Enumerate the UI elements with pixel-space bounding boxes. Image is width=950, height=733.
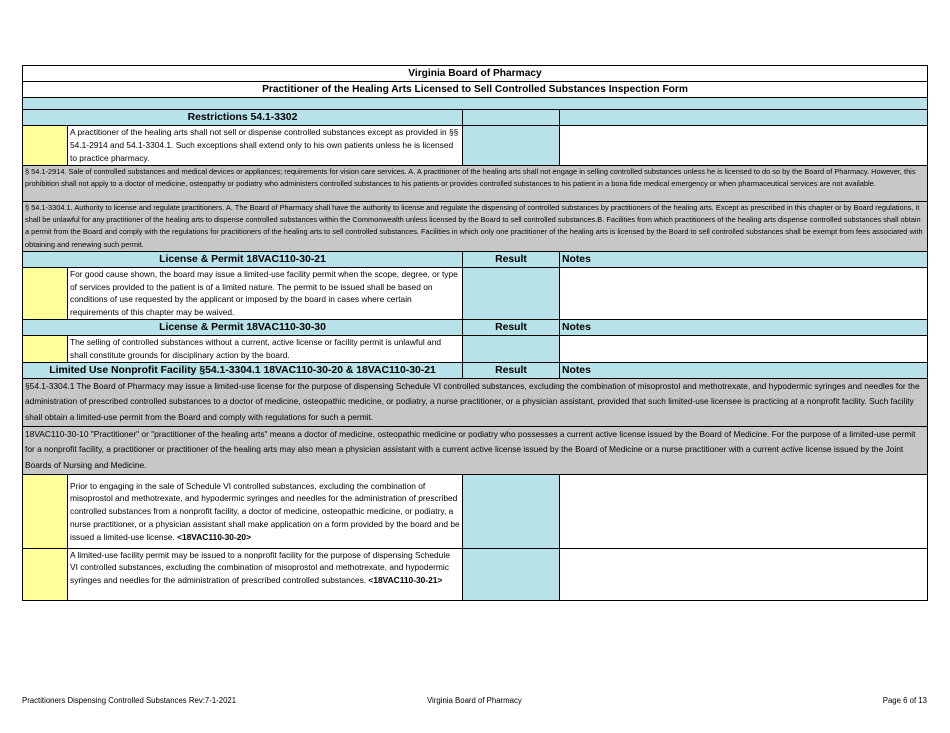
limited-use-heading: Limited Use Nonprofit Facility §54.1-3304.1 18VAC110-30-20 & 18VAC110-30-21	[23, 362, 463, 378]
limited-use-item1-check-cell[interactable]	[23, 474, 68, 548]
license-30-item-text: The selling of controlled substances without a current, active license or facility permit is unlawful and shall constitute grounds for disciplinary action by the board.	[68, 336, 463, 363]
limited-use-notes-label: Notes	[560, 362, 928, 378]
restrictions-item-text: A practitioner of the healing arts shall not sell or dispense controlled substances except as provided in §§ 54.1-2914 and 54.1-3304.1. Such exceptions shall extend only to his own patients unless he is licensed to practice pharmacy.	[68, 126, 463, 166]
license-30-check-cell[interactable]	[23, 336, 68, 363]
restrictions-notes-input[interactable]	[560, 126, 928, 166]
limited-use-note-b-row	[23, 426, 928, 474]
title-row	[23, 66, 928, 82]
spacer-band	[23, 98, 928, 110]
license-21-check-cell[interactable]	[23, 267, 68, 319]
license-30-result-input[interactable]	[463, 336, 560, 363]
limited-use-note-a-row	[23, 378, 928, 426]
limited-use-item1-text: Prior to engaging in the sale of Schedule VI controlled substances, excluding the combination of misoprostol and methotrexate, and hypodermic syringes and needles for the administration of prescribed controlled substances from a nonprofit facility, a doctor of medicine, osteopathic medicine, or podiatry, a nurse practitioner, or a physician assistant shall make application on a form provided by the board and be issued a limited-use license.	[70, 480, 460, 542]
limited-use-item2	[68, 548, 463, 600]
limited-use-item2-notes-input[interactable]	[560, 548, 928, 600]
license-30-result-label: Result	[463, 320, 560, 336]
limited-use-item1-result-input[interactable]	[463, 474, 560, 548]
footer-center: Virginia Board of Pharmacy	[427, 696, 522, 705]
license-21-item-text: For good cause shown, the board may issue a limited-use facility permit when the scope, degree, or type of services provided to the patient is of a limited nature. The permit to be issued shall be based on conditions of use requested by the applicant or imposed by the board in cases where certain requirements of this chapter may be waived.	[68, 267, 463, 319]
limited-use-item1-citation: <18VAC110-30-20>	[177, 531, 251, 542]
note-2914: § 54.1-2914. Sale of controlled substances and medical devices or appliances; requirements for vision care services. A. A practitioner of the healing arts shall not engage in selling controlled substances unless he is licensed to do so by the Board of Pharmacy. However, this prohibition shall not apply to a doctor of medicine, osteopathy or podiatry who administers controlled substances to his patients or provides controlled substances to his patient in a bona fide medical emergency or when pharmaceutical services are not available.	[23, 166, 928, 202]
note-3304: § 54.1-3304.1. Authority to license and regulate practitioners. A. The Board of Pharmacy shall have the authority to license and regulate the dispensing of controlled substances by practitioners of the healing arts. Except as prescribed in this chapter or by Board regulations, it shall be unlawful for any practitioner of the healing arts to dispense controlled substances within the Commonwealth unless licensed by the Board to sell controlled substances.B. Facilities from which practitioners of the healing arts dispense controlled substances shall obtain a permit from the Board and comply with the regulations for practitioners of the healing arts to sell controlled substances. Facilities in which only one practitioner of the healing arts is licensed by the Board to sell controlled substances shall be exempt from fees associated with obtaining and renewing such permit.	[23, 202, 928, 252]
license-21-notes-input[interactable]	[560, 267, 928, 319]
subtitle-row	[23, 82, 928, 98]
restrictions-notes-header	[560, 110, 928, 126]
license-21-item-row	[23, 267, 928, 319]
limited-use-item2-row	[23, 548, 928, 600]
license-30-heading: License & Permit 18VAC110-30-30	[23, 320, 463, 336]
license-30-header-row	[23, 320, 928, 336]
footer-left: Practitioners Dispensing Controlled Substances Rev:7-1-2021	[22, 696, 237, 705]
restrictions-result-input[interactable]	[463, 126, 560, 166]
restrictions-check-cell[interactable]	[23, 126, 68, 166]
limited-use-header-row	[23, 362, 928, 378]
restrictions-header-row	[23, 110, 928, 126]
restrictions-result-header	[463, 110, 560, 126]
license-30-notes-label: Notes	[560, 320, 928, 336]
note-3304-row	[23, 202, 928, 252]
form-subtitle: Practitioner of the Healing Arts Licensed to Sell Controlled Substances Inspection Form	[23, 82, 928, 98]
inspection-table	[22, 65, 928, 601]
limited-use-item1-notes-input[interactable]	[560, 474, 928, 548]
spacer-row	[23, 98, 928, 110]
restrictions-heading: Restrictions 54.1-3302	[23, 110, 463, 126]
license-30-item-row	[23, 336, 928, 363]
limited-use-note-b: 18VAC110-30-10 "Practitioner" or "practitioner of the healing arts" means a doctor of medicine, osteopathic medicine or podiatry who possesses a current active license issued by the Board of Medicine. For the purpose of a limited-use permit for a nonprofit facility, a practitioner or practitioner of the healing arts may also mean a physician assistant with a current active license issued by the Board of Medicine or a nurse practitioner with a current active license issued by the Joint Boards of Nursing and Medicine.	[23, 426, 928, 474]
license-21-notes-label: Notes	[560, 251, 928, 267]
limited-use-item1	[68, 474, 463, 548]
limited-use-item2-text: A limited-use facility permit may be issued to a nonprofit facility for the purpose of dispensing Schedule VI controlled substances, excluding the combination of misoprostol and methotrexate, and hypodermic syringes and needles for the administration of prescribed controlled substances.	[70, 549, 450, 586]
note-2914-row	[23, 166, 928, 202]
limited-use-item1-row	[23, 474, 928, 548]
restrictions-item-row	[23, 126, 928, 166]
limited-use-item2-result-input[interactable]	[463, 548, 560, 600]
license-21-result-input[interactable]	[463, 267, 560, 319]
form-title: Virginia Board of Pharmacy	[23, 66, 928, 82]
license-21-result-label: Result	[463, 251, 560, 267]
footer-page-number: Page 6 of 13	[882, 696, 927, 705]
limited-use-item2-citation: <18VAC110-30-21>	[368, 575, 443, 586]
license-21-header-row	[23, 251, 928, 267]
inspection-form-sheet	[22, 65, 927, 601]
limited-use-item2-check-cell[interactable]	[23, 548, 68, 600]
limited-use-note-a: §54.1-3304.1 The Board of Pharmacy may issue a limited-use license for the purpose of dispensing Schedule VI controlled substances, excluding the combination of misoprostol and methotrexate, and hypodermic syringes and needles for the administration of prescribed controlled substances to a doctor of medicine, osteopathic medicine, or podiatry, a nurse practitioner, or a physician assistant, provided that such limited-use licensee is practicing at a nonprofit facility. Such facility shall obtain a limited-use permit from the Board and comply with regulations for such a permit.	[23, 378, 928, 426]
license-30-notes-input[interactable]	[560, 336, 928, 363]
license-21-heading: License & Permit 18VAC110-30-21	[23, 251, 463, 267]
limited-use-result-label: Result	[463, 362, 560, 378]
